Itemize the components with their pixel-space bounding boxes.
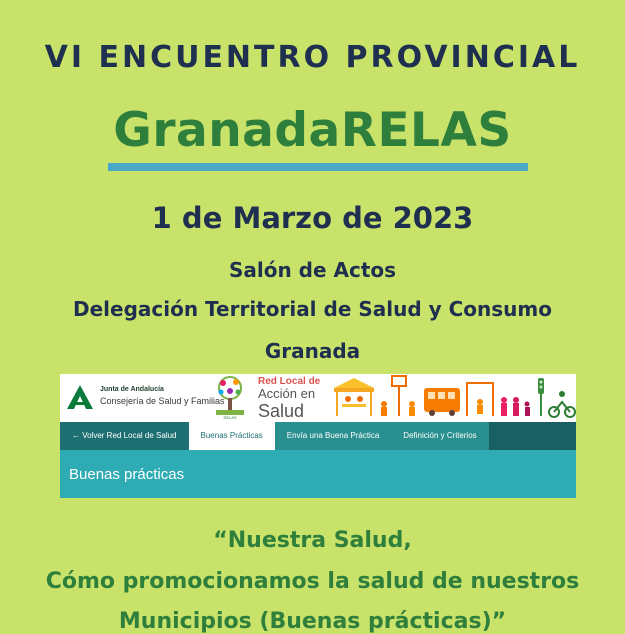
community-illustration-icon (332, 374, 576, 420)
event-name: GranadaRELAS (113, 103, 512, 158)
title-underline (108, 163, 528, 171)
site-header (60, 374, 576, 422)
venue-city: Granada (264, 339, 361, 363)
event-kicker: VI ENCUENTRO PROVINCIAL (44, 40, 581, 75)
banner-title: Buenas prácticas (69, 466, 185, 483)
nav-tab-buenas-practicas[interactable]: Buenas Prácticas (189, 422, 275, 450)
quote-line2: Cómo promocionamos la salud de nuestros (45, 569, 580, 594)
quote-line1: “Nuestra Salud, (213, 528, 412, 553)
nav-filler (489, 422, 576, 450)
nav-back-link[interactable]: ← Volver Red Local de Salud (72, 431, 177, 440)
site-nav (60, 422, 576, 450)
nav-tab-definicion-criterios[interactable]: Definición y Criterios (391, 422, 488, 450)
quote-line3: Municipios (Buenas prácticas)” (118, 609, 507, 634)
nav-tab-envia-practica[interactable]: Envía una Buena Práctica (275, 422, 392, 450)
org-name: Junta de Andalucía (100, 386, 164, 393)
venue-room: Salón de Actos (228, 258, 397, 282)
network-line3: Salud (258, 401, 305, 421)
site-banner (60, 450, 576, 498)
venue-building: Delegación Territorial de Salud y Consumo (72, 297, 552, 321)
network-line1: Red Local de (258, 376, 321, 387)
event-date: 1 de Marzo de 2023 (151, 201, 474, 235)
junta-andalucia-logo-icon (66, 384, 94, 410)
relas-tree-icon (208, 374, 252, 420)
tree-caption: RELAS (223, 415, 237, 420)
org-department: Consejería de Salud y Familias (100, 396, 225, 406)
network-line2: Acción en (258, 386, 316, 401)
website-screenshot (60, 374, 576, 498)
